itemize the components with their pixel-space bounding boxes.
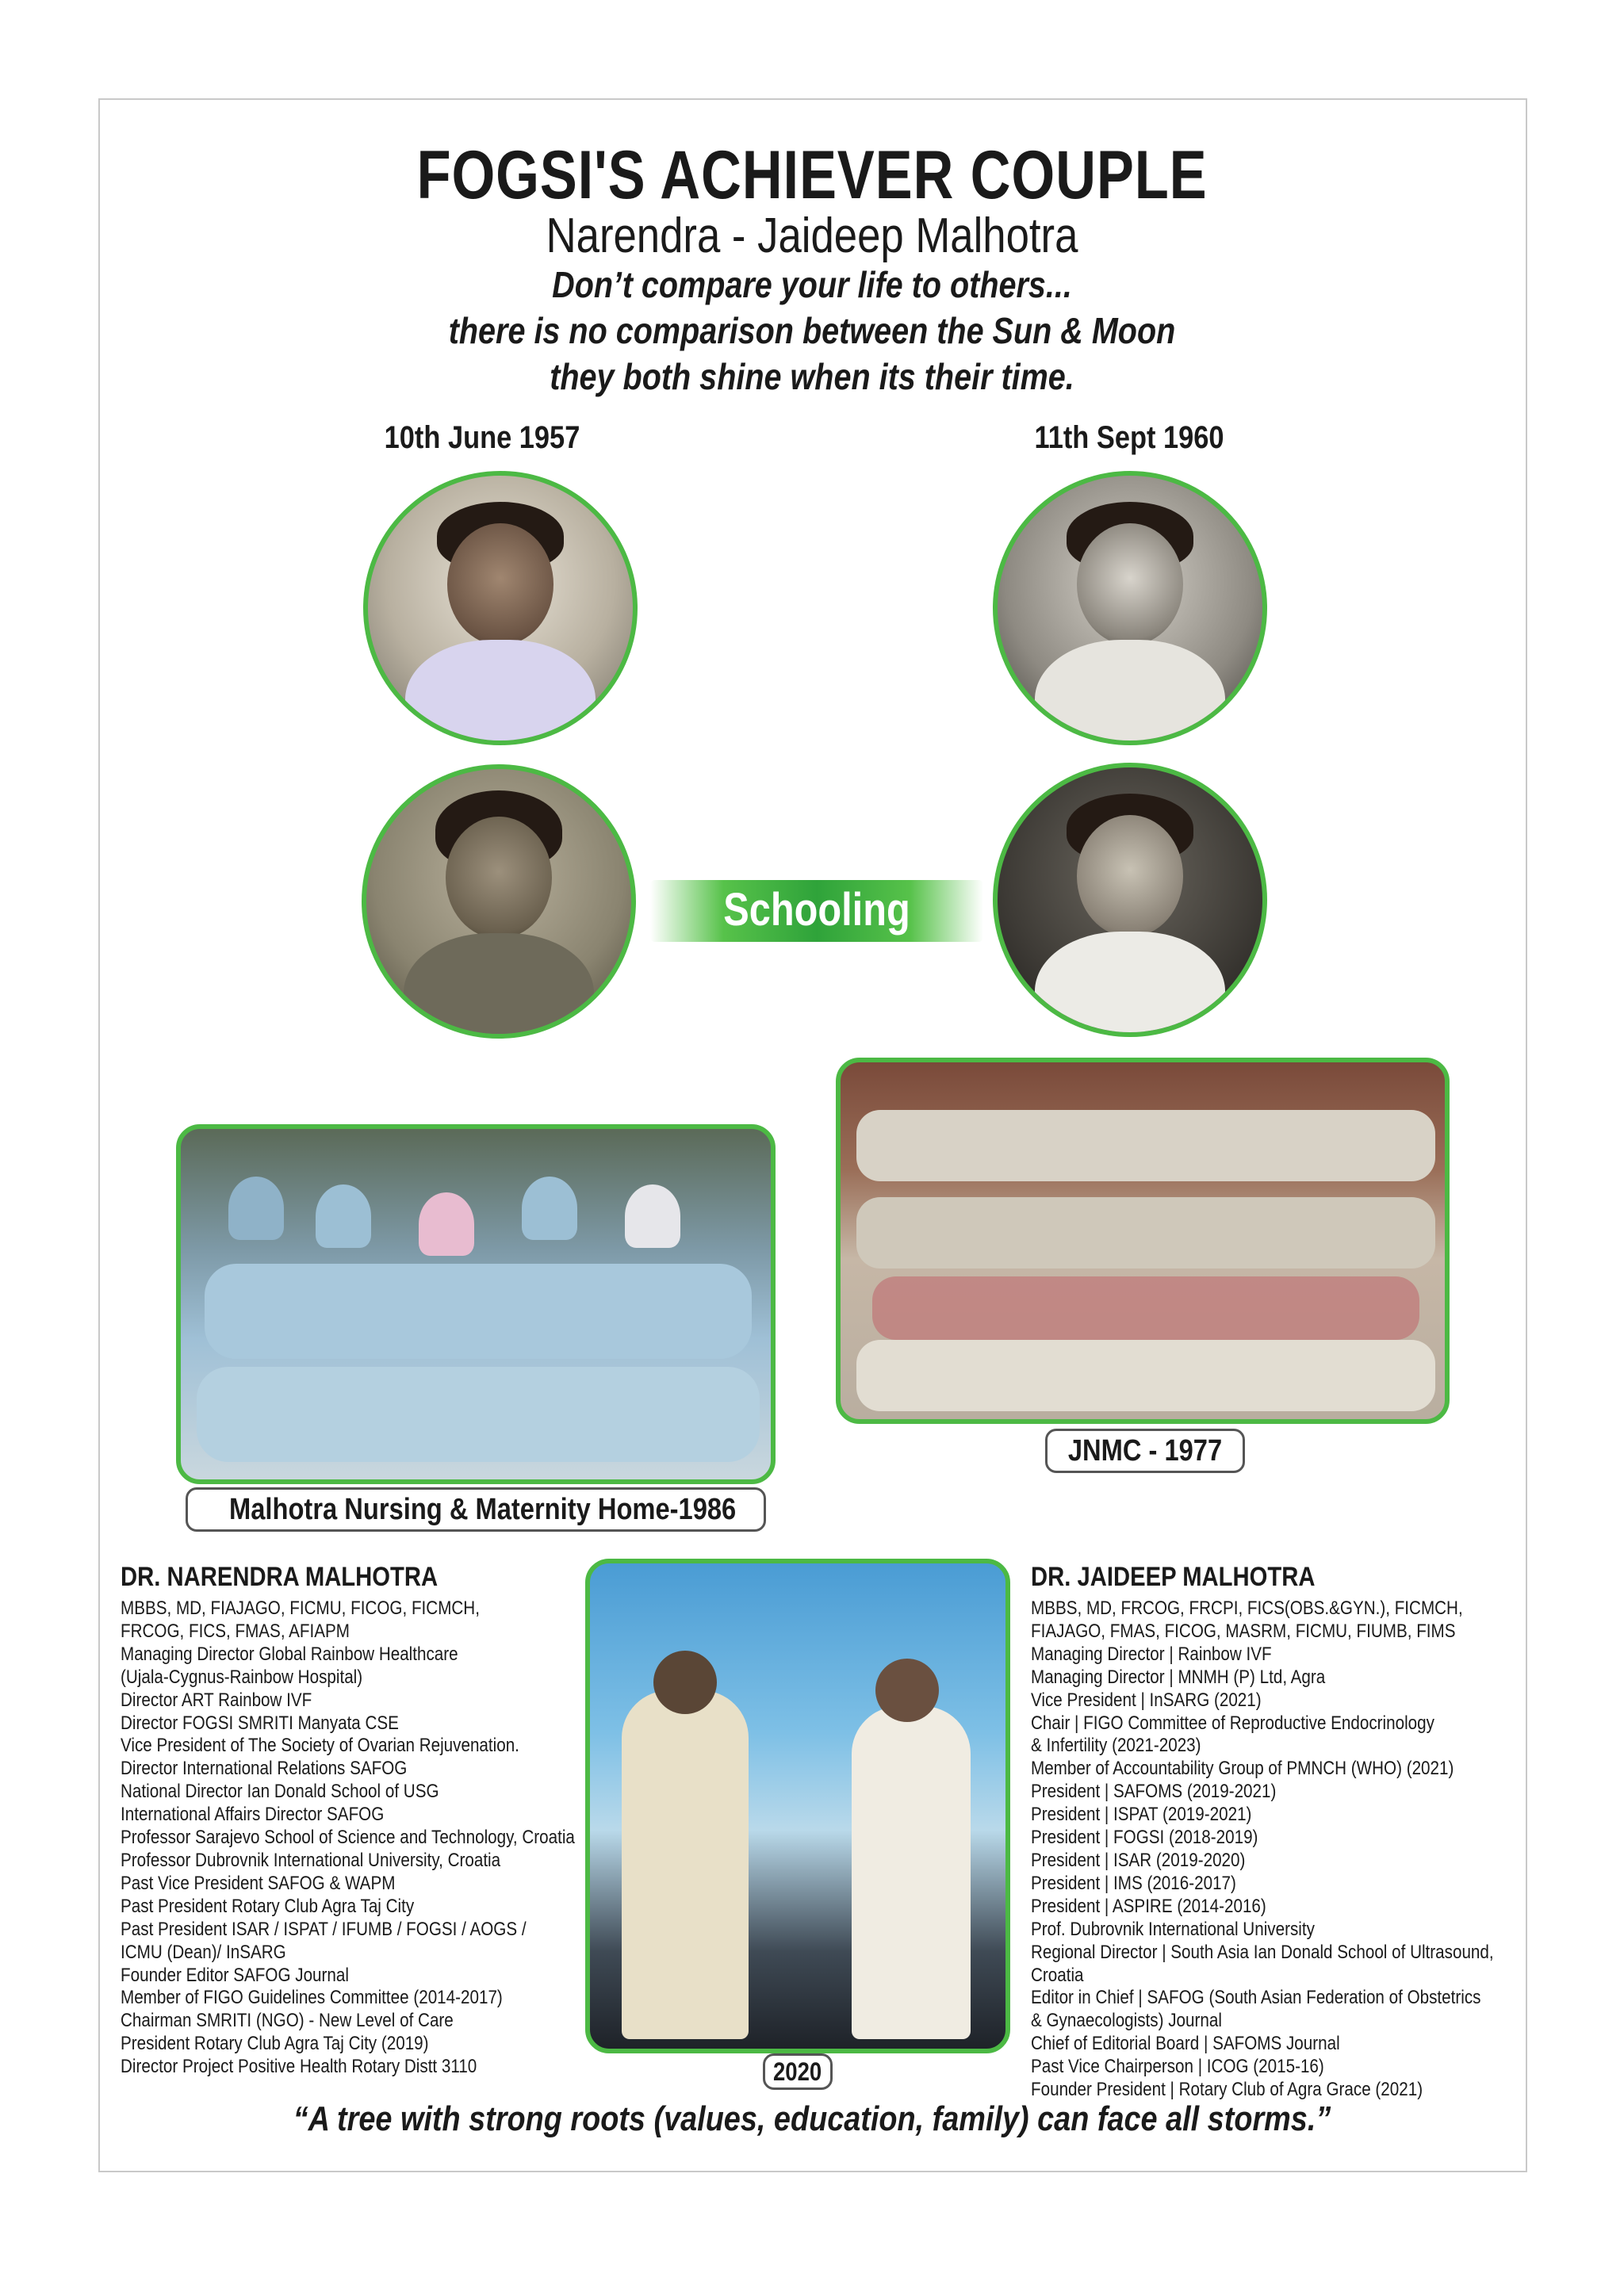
jnmc-group-photo: [836, 1058, 1450, 1424]
bio-line: Director FOGSI SMRITI Manyata CSE: [121, 1712, 399, 1734]
jaideep-schooling-photo: [993, 763, 1267, 1037]
quote-line-2: there is no comparison between the Sun & Moon: [448, 310, 1176, 351]
bio-line: Prof. Dubrovnik International University: [1031, 1918, 1315, 1940]
hospital-group-photo: [176, 1124, 776, 1484]
bio-line: MBBS, MD, FIAJAGO, FICMU, FICOG, FICMCH,: [121, 1598, 480, 1619]
bio-line: President | FOGSI (2018-2019): [1031, 1827, 1258, 1849]
narendra-schooling-photo: [362, 764, 636, 1039]
bio-line: FRCOG, FICS, FMAS, AFIAPM: [121, 1620, 350, 1642]
bio-line: Croatia: [1031, 1964, 1084, 1986]
jnmc-photo-caption: JNMC - 1977: [1045, 1429, 1245, 1473]
quote-line-3: they both shine when its their time.: [550, 356, 1074, 397]
bio-line: President | ISAR (2019-2020): [1031, 1849, 1246, 1871]
bio-line: Professor Dubrovnik International University, Croatia: [121, 1849, 501, 1871]
bio-line: Vice President | InSARG (2021): [1031, 1689, 1262, 1711]
bio-line: Founder President | Rotary Club of Agra Grace (2021): [1031, 2079, 1423, 2101]
bio-line: Chair | FIGO Committee of Reproductive Endocrinology: [1031, 1712, 1434, 1734]
bio-jaideep-name: DR. JAIDEEP MALHOTRA: [1031, 1562, 1316, 1592]
bio-line: International Affairs Director SAFOG: [121, 1804, 385, 1826]
bio-narendra-name: DR. NARENDRA MALHOTRA: [121, 1562, 439, 1592]
page-title: FOGSI'S ACHIEVER COUPLE: [416, 137, 1208, 213]
narendra-childhood-photo: [363, 471, 638, 745]
jaideep-childhood-photo: [993, 471, 1267, 745]
bio-line: President | SAFOMS (2019-2021): [1031, 1781, 1277, 1803]
bio-jaideep-list: [1031, 1598, 1494, 2102]
bio-line: Chairman SMRITI (NGO) - New Level of Care: [121, 2010, 454, 2032]
bio-line: Chief of Editorial Board | SAFOMS Journal: [1031, 2033, 1340, 2055]
bio-line: Regional Director | South Asia Ian Donald School of Ultrasound,: [1031, 1941, 1494, 1963]
bio-line: President | IMS (2016-2017): [1031, 1872, 1236, 1894]
bio-line: Managing Director Global Rainbow Healthcare: [121, 1643, 458, 1665]
bio-line: Vice President of The Society of Ovarian Rejuvenation.: [121, 1735, 519, 1757]
bio-jaideep: [1031, 1562, 1494, 2102]
birth-date-narendra: 10th June 1957: [384, 420, 580, 455]
bio-line: Director Project Positive Health Rotary Distt 3110: [121, 2056, 477, 2078]
page-subtitle: Narendra - Jaideep Malhotra: [546, 209, 1078, 263]
quote-line-1: Don’t compare your life to others...: [552, 264, 1072, 305]
bio-narendra: [121, 1562, 575, 2079]
bio-line: National Director Ian Donald School of USG: [121, 1781, 439, 1803]
bio-line: Professor Sarajevo School of Science and Technology, Croatia: [121, 1827, 575, 1849]
bio-line: Past President Rotary Club Agra Taj City: [121, 1895, 415, 1917]
bio-line: MBBS, MD, FRCOG, FRCPI, FICS(OBS.&GYN.), FICMCH,: [1031, 1598, 1463, 1619]
bio-line: Managing Director | Rainbow IVF: [1031, 1643, 1272, 1665]
bio-line: ICMU (Dean)/ InSARG: [121, 1941, 286, 1963]
bio-line: Editor in Chief | SAFOG (South Asian Federation of Obstetrics: [1031, 1987, 1481, 2009]
bio-line: Member of Accountability Group of PMNCH (WHO) (2021): [1031, 1758, 1454, 1780]
birth-date-jaideep: 11th Sept 1960: [1034, 420, 1224, 455]
bio-line: & Gynaecologists) Journal: [1031, 2010, 1222, 2032]
bio-line: (Ujala-Cygnus-Rainbow Hospital): [121, 1666, 363, 1688]
bio-line: Past Vice President SAFOG & WAPM: [121, 1872, 396, 1894]
bio-line: Past Vice Chairperson | ICOG (2015-16): [1031, 2056, 1324, 2078]
bio-line: President | ISPAT (2019-2021): [1031, 1804, 1252, 1826]
bio-line: Director International Relations SAFOG: [121, 1758, 408, 1780]
bio-narendra-list: [121, 1598, 575, 2079]
bio-line: Managing Director | MNMH (P) Ltd, Agra: [1031, 1666, 1326, 1688]
bio-line: Past President ISAR / ISPAT / IFUMB / FOGSI / AOGS /: [121, 1918, 527, 1940]
schooling-label: Schooling: [723, 884, 910, 936]
bio-line: President Rotary Club Agra Taj City (2019): [121, 2033, 429, 2055]
closing-quote: “A tree with strong roots (values, education, family) can face all storms.”: [293, 2099, 1331, 2138]
couple-2020-photo: [585, 1559, 1010, 2053]
bio-line: President | ASPIRE (2014-2016): [1031, 1895, 1266, 1917]
hospital-photo-caption: Malhotra Nursing & Maternity Home-1986: [186, 1487, 766, 1532]
couple-photo-caption: 2020: [763, 2053, 833, 2090]
bio-line: Director ART Rainbow IVF: [121, 1689, 312, 1711]
bio-line: Founder Editor SAFOG Journal: [121, 1964, 349, 1986]
bio-line: Member of FIGO Guidelines Committee (2014-2017): [121, 1987, 503, 2009]
bio-line: FIAJAGO, FMAS, FICOG, MASRM, FICMU, FIUMB, FIMS: [1031, 1620, 1456, 1642]
bio-line: & Infertility (2021-2023): [1031, 1735, 1201, 1757]
